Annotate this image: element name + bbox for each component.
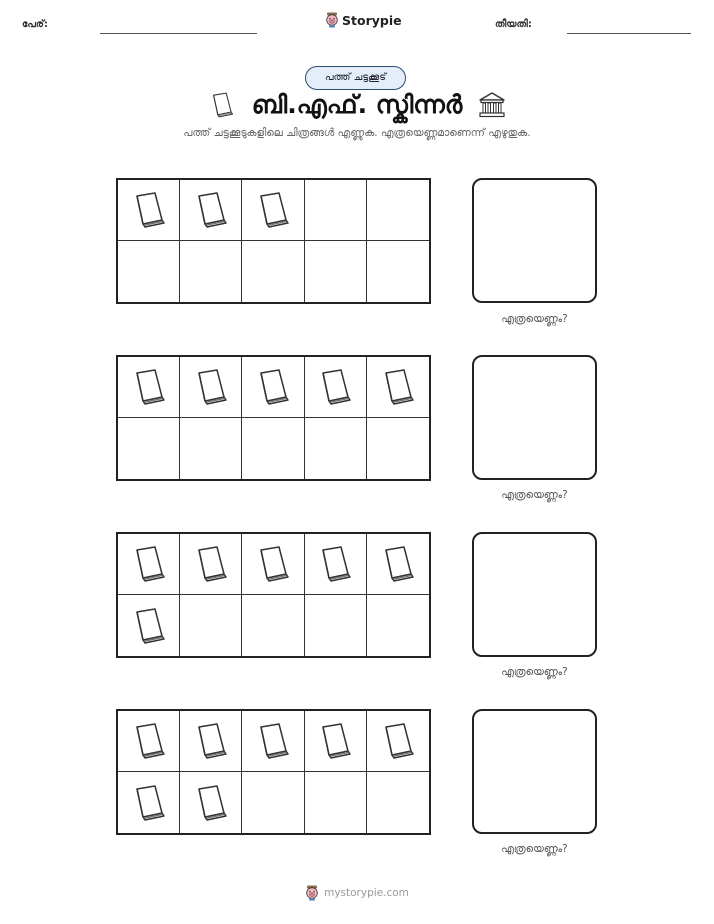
title-row <box>0 90 714 120</box>
book-icon <box>378 367 418 407</box>
instructions: പത്ത് ചട്ടക്കൂടുകളിലെ ചിത്രങ്ങൾ എണ്ണുക. എത്രയെണ്ണമാണെന്ന് എഴുതുക. <box>183 127 531 139</box>
ten-frame <box>116 709 431 835</box>
frame-cell <box>305 711 367 772</box>
book-icon <box>208 91 236 119</box>
frame-cell <box>367 534 429 595</box>
frame-cell <box>180 357 242 418</box>
frame-cell <box>242 595 304 656</box>
ten-frame <box>116 178 431 304</box>
frame-cell <box>118 418 180 479</box>
topic-tag: പത്ത് ചട്ടക്കൂട് <box>305 66 406 90</box>
brand-logo <box>325 12 402 28</box>
page-title: ബി.എഫ്. സ്കിന്നർ <box>251 90 463 119</box>
frame-cell <box>305 357 367 418</box>
answer-label: എത്രയെണ്ണം? <box>501 313 568 325</box>
frame-cell <box>180 772 242 833</box>
frame-cell <box>367 357 429 418</box>
answer-box[interactable] <box>472 532 597 657</box>
ten-frame <box>116 532 431 658</box>
answer-label: എത്രയെണ്ണം? <box>501 489 568 501</box>
frame-cell <box>242 534 304 595</box>
book-icon <box>191 190 231 230</box>
frame-cell <box>305 418 367 479</box>
answer-label: എത്രയെണ്ണം? <box>501 666 568 678</box>
frame-cell <box>367 418 429 479</box>
frame-cell <box>118 241 180 302</box>
frame-cell <box>180 711 242 772</box>
frame-cell <box>180 180 242 241</box>
frame-cell <box>118 595 180 656</box>
answer-label: എത്രയെണ്ണം? <box>501 843 568 855</box>
frame-cell <box>180 241 242 302</box>
building-icon <box>478 91 506 119</box>
book-icon <box>378 544 418 584</box>
frame-cell <box>305 180 367 241</box>
frame-cell <box>367 241 429 302</box>
name-label: പേര്: <box>22 19 48 30</box>
book-icon <box>129 783 169 823</box>
frame-cell <box>367 180 429 241</box>
answer-box[interactable] <box>472 178 597 303</box>
book-icon <box>191 721 231 761</box>
frame-cell <box>242 357 304 418</box>
book-icon <box>315 544 355 584</box>
frame-cell <box>242 418 304 479</box>
frame-cell <box>118 180 180 241</box>
frame-cell <box>180 534 242 595</box>
book-icon <box>191 544 231 584</box>
frame-cell <box>118 357 180 418</box>
book-icon <box>253 367 293 407</box>
date-field-line[interactable] <box>567 33 691 34</box>
date-label: തീയതി: <box>495 19 532 30</box>
pig-mascot-icon <box>325 12 339 28</box>
book-icon <box>129 367 169 407</box>
book-icon <box>129 190 169 230</box>
frame-cell <box>118 772 180 833</box>
name-field-line[interactable] <box>100 33 257 34</box>
book-icon <box>253 190 293 230</box>
frame-cell <box>180 418 242 479</box>
book-icon <box>315 367 355 407</box>
brand-name: Storypie <box>342 12 402 28</box>
book-icon <box>315 721 355 761</box>
book-icon <box>129 544 169 584</box>
frame-cell <box>242 772 304 833</box>
frame-cell <box>180 595 242 656</box>
book-icon <box>129 721 169 761</box>
frame-cell <box>242 711 304 772</box>
frame-cell <box>305 241 367 302</box>
frame-cell <box>118 711 180 772</box>
frame-cell <box>242 180 304 241</box>
book-icon <box>191 783 231 823</box>
pig-mascot-icon <box>305 885 319 901</box>
frame-cell <box>118 534 180 595</box>
frame-cell <box>305 534 367 595</box>
book-icon <box>378 721 418 761</box>
footer-url: mystorypie.com <box>324 887 409 899</box>
book-icon <box>253 721 293 761</box>
frame-cell <box>367 711 429 772</box>
frame-cell <box>367 595 429 656</box>
answer-box[interactable] <box>472 709 597 834</box>
book-icon <box>191 367 231 407</box>
frame-cell <box>305 772 367 833</box>
answer-box[interactable] <box>472 355 597 480</box>
frame-cell <box>242 241 304 302</box>
ten-frame <box>116 355 431 481</box>
frame-cell <box>305 595 367 656</box>
book-icon <box>129 606 169 646</box>
footer <box>0 885 714 901</box>
frame-cell <box>367 772 429 833</box>
book-icon <box>253 544 293 584</box>
